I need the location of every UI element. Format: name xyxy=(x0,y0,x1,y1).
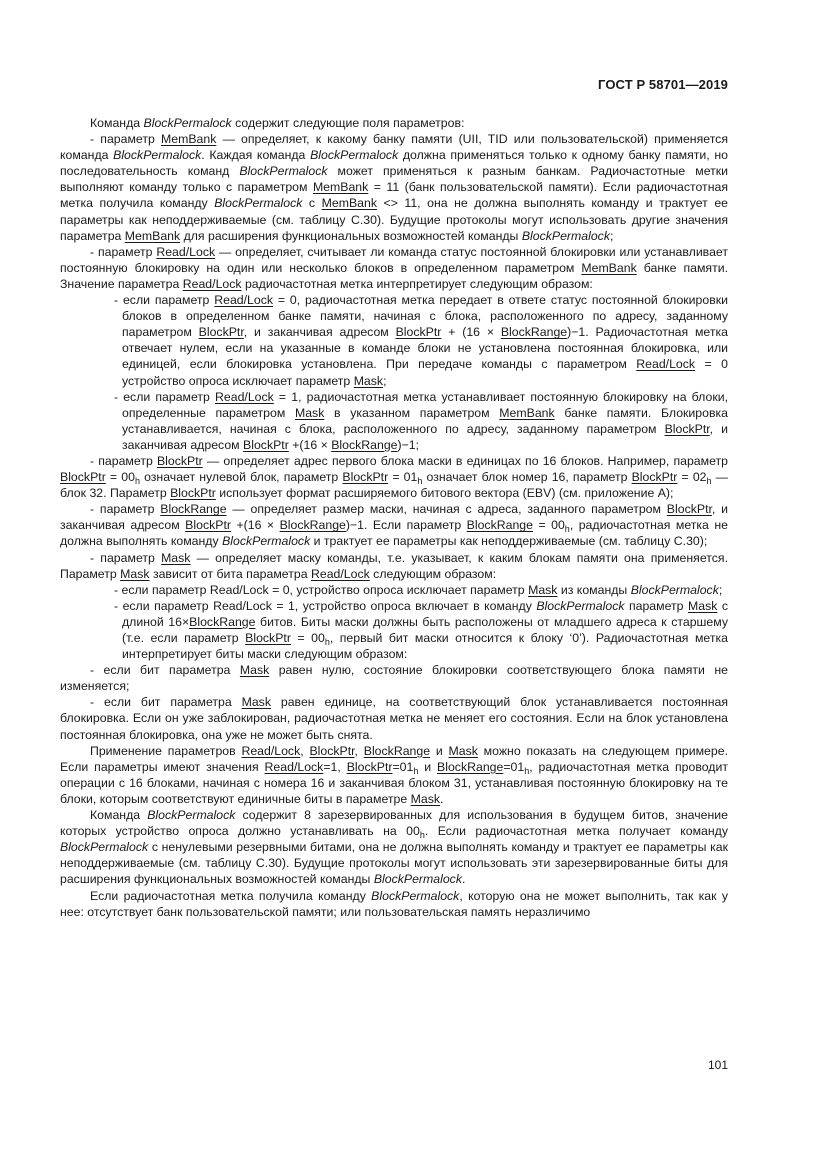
paragraph-blockptr: - параметр BlockPtr — определяет адрес первого блока маски в единицах по 16 блоков. Например, параметр BlockPtr = $00_h$ означает нулевой блок, параметр BlockPtr = $01_h$ означает блок номер 16, параметр BlockPtr = $02_h$ — блок 32. Параметр BlockPtr использует формат расширяемого битового вектора (EBV) (см. приложение А); xyxy=(60,453,728,501)
paragraph-mask-bit-one: - если бит параметра Mask равен единице, на соответствующий блок устанавливается постоянная блокировка. Если он уже заблокирован, радиочастотная метка не меняет его состояния. Если на блок установлена постоянная блокировка, она уже не может быть снята. xyxy=(60,695,728,742)
paragraph-reserved-bits: Команда BlockPermalock содержит 8 зарезервированных для использования в будущем битов, значение которых устройство опроса должно устанавливать на $00_h$. Если радиочастотная метка получает команду BlockPermalock с ненулевыми резервными битами, она не должна выполнять команду и трактует ее параметры как неподдерживаемые (см. таблицу С.30). Будущие протоколы могут использовать эти зарезервированные биты для расширения функциональных возможностей команды BlockPermalock. xyxy=(60,808,728,887)
paragraph-mask-bit-zero: - если бит параметра Mask равен нулю, состояние блокировки соответствующего блока памяти не изменяется; xyxy=(60,663,728,694)
list-item-mask-readlock-0: - если параметр Read/Lock = 0, устройство опроса исключает параметр Mask из команды BlockPermalock; xyxy=(114,582,723,597)
paragraph-blockrange: - параметр BlockRange — определяет размер маски, начиная с адреса, заданного параметром BlockPtr, и заканчивая адресом BlockPtr +(16 × BlockRange)−1. Если параметр BlockRange = $00_h$, радиочастотная метка не должна выполнять команду BlockPermalock и трактует ее параметры как неподдерживаемые (см. таблицу С.30); xyxy=(60,502,729,549)
paragraph-failure: Если радиочастотная метка получила команду BlockPermalock, которую она не может выполнить, так как у нее: отсутствует банк пользовательской памяти; или пользовательская память неразличимо xyxy=(60,888,728,919)
page-number: 101 xyxy=(707,1058,728,1072)
paragraph-readlock: - параметр Read/Lock — определяет, считывает ли команда статус постоянной блокировки или устанавливает постоянную блокировку на один или несколько блоков в определенном параметром MemBank банке памяти. Значение параметра Read/Lock радиочастотная метка интерпретирует следующим образом: xyxy=(60,244,728,291)
list-item-readlock-0: - если параметр Read/Lock = 0, радиочастотная метка передает в ответе статус постоянной блокировки блоков в определенном банке памяти, начиная с блока, расположенного по адресу, заданному параметром BlockPtr, и заканчивая адресом BlockPtr + (16 × BlockRange)−1. Радиочастотная метка отвечает нулем, если на указанные в команде блоки не установлена постоянная блокировка, или единицей, если блокировка установлена. При передаче команды с параметром Read/Lock = 0 устройство опроса исключает параметр Mask; xyxy=(114,293,728,388)
paragraph-mask: - параметр Mask — определяет маску команды, т.е. указывает, к каким блокам памяти она применяется. Параметр Mask зависит от бита параметра Read/Lock следующим образом: xyxy=(60,550,728,581)
document-body xyxy=(60,115,728,920)
list-item-readlock-1: - если параметр Read/Lock = 1, радиочастотная метка устанавливает постоянную блокировку на блоки, определенные параметром Mask в указанном параметром MemBank банке памяти. Блокировка устанавливается, начиная с блока, расположенного по адресу, заданному параметром BlockPtr, и заканчивая адресом BlockPtr +(16 × BlockRange)−1; xyxy=(114,389,729,452)
paragraph-intro: Команда BlockPermalock содержит следующие поля параметров: xyxy=(90,116,465,130)
paragraph-example: Применение параметров Read/Lock, BlockPtr, BlockRange и Mask можно показать на следующем примере. Если параметры имеют значения Read/Lock=1, $BlockPtr=01_h$ и $BlockRange=01_h$, радиочастотная метка проводит операции с 16 блоками, начиная с номера 16 и заканчивая блоком 31, устанавливая постоянную блокировку на те блоки, которым соответствуют единичные биты в параметре Mask. xyxy=(60,743,728,806)
list-item-mask-readlock-1: - если параметр Read/Lock = 1, устройство опроса включает в команду BlockPermalock параметр Mask с длиной 16×BlockRange битов. Биты маски должны быть расположены от младшего адреса к старшему (т.е. если параметр BlockPtr = $00_h$, первый бит маски относится к блоку ‘0’). Радиочастотная метка интерпретирует биты маски следующим образом: xyxy=(114,598,728,662)
standard-header: ГОСТ Р 58701—2019 xyxy=(598,77,728,92)
paragraph-membank: - параметр MemBank — определяет, к какому банку памяти (UII, TID или пользовательской) применяется команда BlockPermalock. Каждая команда BlockPermalock должна применяться только к одному банку памяти, но последовательность команд BlockPermalock может применяться к разным банкам. Радиочастотные метки выполняют команду только с параметром MemBank = 11 (банк пользовательской памяти). Если радиочастотная метка получила команду BlockPermalock с MemBank <> 11, она не должна выполнять команду и трактует ее параметры как неподдерживаемые (см. таблицу С.30). Будущие протоколы могут использовать другие значения параметра MemBank для расширения функциональных возможностей команды BlockPermalock; xyxy=(60,132,729,243)
